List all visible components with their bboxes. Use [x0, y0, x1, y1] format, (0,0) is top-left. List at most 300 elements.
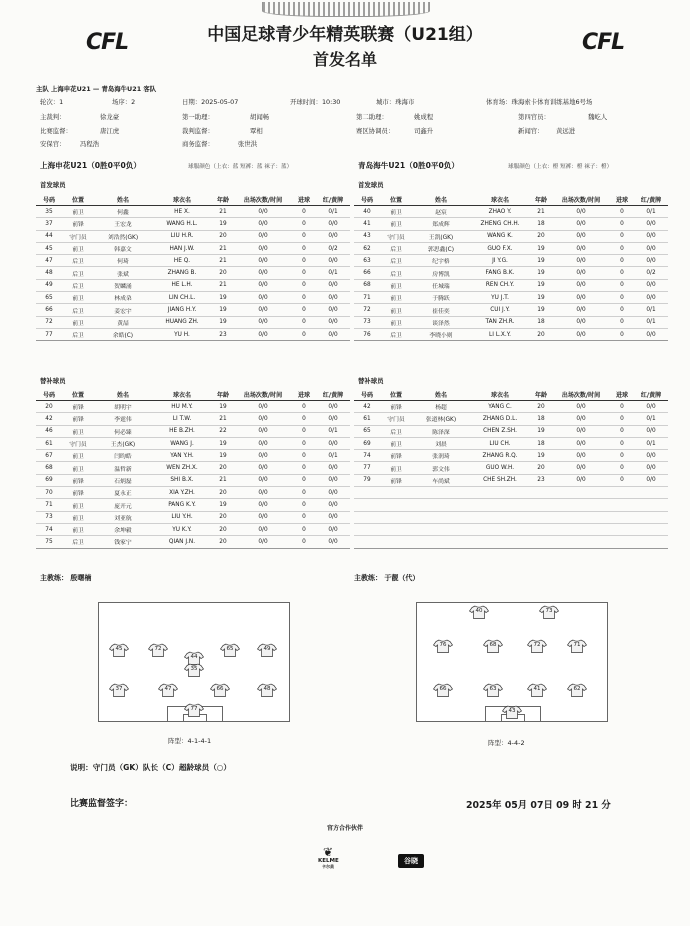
table-cell: 0/0	[552, 292, 610, 304]
player-shirt-icon	[109, 643, 129, 657]
player-shirt-icon	[527, 639, 547, 653]
table-cell: 19	[530, 267, 552, 279]
column-header: 年龄	[212, 389, 234, 401]
table-cell: 0/0	[634, 255, 668, 267]
home-subs-label: 替补球员	[40, 377, 66, 385]
commissioner-label: 比赛监督：	[40, 127, 72, 135]
table-row	[36, 523, 350, 535]
table-cell: 0/1	[316, 450, 350, 462]
table-cell	[552, 523, 610, 535]
shirt-number: 66	[439, 686, 447, 692]
table-cell	[610, 523, 634, 535]
table-cell: 23	[530, 474, 552, 486]
table-cell: 20	[212, 487, 234, 499]
table-cell: LIU CH.	[470, 437, 530, 449]
player-shirt-icon	[433, 639, 453, 653]
table-cell: 74	[36, 523, 62, 535]
table-cell: 温哲新	[94, 462, 152, 474]
table-cell: 后卫	[62, 536, 94, 548]
table-cell	[412, 499, 470, 511]
column-header: 球衣名	[470, 389, 530, 401]
table-cell	[354, 487, 380, 499]
table-row	[354, 401, 668, 413]
shirt-number: 49	[263, 646, 271, 652]
table-cell: 谈泽然	[412, 316, 470, 328]
table-cell: 0	[292, 304, 316, 316]
table-cell: 0/0	[234, 206, 292, 218]
table-cell: 胡明宇	[94, 401, 152, 413]
table-cell: 0/1	[316, 267, 350, 279]
table-cell: 61	[354, 413, 380, 425]
column-header: 红/黄牌	[634, 194, 668, 206]
shirt-number: 35	[190, 666, 198, 672]
table-cell: 0/0	[234, 437, 292, 449]
table-row	[354, 255, 668, 267]
table-cell: 后卫	[380, 242, 412, 254]
table-row	[36, 474, 350, 486]
table-cell: 0	[610, 218, 634, 230]
table-cell: 守门员	[62, 230, 94, 242]
table-cell	[634, 511, 668, 523]
table-cell	[552, 511, 610, 523]
table-row	[36, 413, 350, 425]
table-cell: 0	[610, 230, 634, 242]
table-cell: 0	[292, 499, 316, 511]
sponsor-logo: 谷晓	[398, 854, 424, 868]
page-subtitle: 首发名单	[312, 50, 377, 69]
shirt-number: 76	[439, 642, 447, 648]
table-cell: 刘晨	[412, 437, 470, 449]
table-cell: 0	[292, 255, 316, 267]
table-cell: ZHANG D.L.	[470, 413, 530, 425]
table-cell: 前锋	[62, 487, 94, 499]
table-cell: 20	[212, 536, 234, 548]
table-row	[36, 242, 350, 254]
table-row	[354, 499, 668, 511]
table-cell: 郑成辉	[412, 218, 470, 230]
table-cell: GUO F.X.	[470, 242, 530, 254]
table-cell: 0/0	[634, 218, 668, 230]
table-cell	[380, 536, 412, 548]
table-cell: 前卫	[62, 425, 94, 437]
table-cell: 0	[292, 316, 316, 328]
table-cell: 71	[36, 499, 62, 511]
table-cell: 后卫	[380, 328, 412, 340]
table-cell: 前卫	[62, 242, 94, 254]
table-cell: 45	[36, 242, 62, 254]
home-formation-pitch	[98, 602, 290, 722]
shirt-number: 65	[226, 646, 234, 652]
table-cell: 20	[212, 462, 234, 474]
fourth-official-name: 魏屹人	[588, 113, 608, 121]
commissioner-signature-label: 比赛监督签字：	[70, 799, 134, 809]
referee-name: 徐龙豪	[100, 113, 120, 121]
table-cell: 0	[610, 437, 634, 449]
table-cell: 0/0	[634, 230, 668, 242]
table-cell: 19	[212, 316, 234, 328]
column-header: 球衣名	[152, 194, 212, 206]
table-cell: 0/0	[634, 425, 668, 437]
table-cell: 纪宇格	[412, 255, 470, 267]
table-row	[354, 292, 668, 304]
table-cell: 0/0	[552, 218, 610, 230]
table-cell: 0/0	[552, 279, 610, 291]
kelme-subtext: 卡尔美	[322, 864, 334, 869]
column-header: 号码	[36, 194, 62, 206]
fourth-official-label: 第四官员：	[518, 113, 550, 121]
column-header: 位置	[380, 389, 412, 401]
table-cell	[530, 536, 552, 548]
table-cell: 70	[36, 487, 62, 499]
table-cell: 0/1	[634, 316, 668, 328]
table-cell: WANG H.L.	[152, 218, 212, 230]
away-formation: 阵型：4-4-2	[488, 739, 525, 747]
table-cell: WEN ZH.X.	[152, 462, 212, 474]
table-row	[354, 523, 668, 535]
table-row	[36, 511, 350, 523]
table-cell: 0/0	[316, 230, 350, 242]
table-cell: 钱家宁	[94, 536, 152, 548]
table-cell: 前锋	[62, 413, 94, 425]
table-cell: 21	[212, 279, 234, 291]
table-cell: 0/0	[634, 279, 668, 291]
table-row	[354, 487, 668, 499]
table-cell: 65	[354, 425, 380, 437]
kelme-paw-icon: ❦	[322, 845, 334, 859]
column-header: 红/黄牌	[634, 389, 668, 401]
table-cell: 19	[212, 401, 234, 413]
shirt-number: 48	[263, 686, 271, 692]
table-row	[36, 425, 350, 437]
ref-assessor-label: 裁判监督：	[182, 127, 214, 135]
table-cell: HE L.H.	[152, 279, 212, 291]
player-shirt-icon	[433, 683, 453, 697]
table-cell: 0/0	[634, 401, 668, 413]
table-cell: 任城瑞	[412, 279, 470, 291]
table-cell: 42	[354, 401, 380, 413]
table-cell: 0/0	[234, 230, 292, 242]
table-cell: 0	[610, 279, 634, 291]
table-cell: 郭文伟	[412, 462, 470, 474]
away-kit-colors: 球服颜色（上衣：橙 短裤：橙 袜子：橙）	[508, 164, 613, 170]
table-cell: 18	[530, 316, 552, 328]
column-header: 姓名	[94, 194, 152, 206]
player-shirt-icon	[483, 639, 503, 653]
table-row	[36, 450, 350, 462]
table-cell: 0/0	[234, 511, 292, 523]
table-cell: 46	[36, 425, 62, 437]
commissioner-name: 唐江虎	[100, 127, 120, 135]
table-cell	[354, 523, 380, 535]
table-cell: 35	[36, 206, 62, 218]
table-cell: 0	[610, 328, 634, 340]
table-cell	[380, 487, 412, 499]
table-cell: 何琦	[94, 255, 152, 267]
column-header: 进球	[292, 389, 316, 401]
column-header: 出场次数/时间	[234, 389, 292, 401]
table-cell: 0	[610, 413, 634, 425]
table-row	[36, 255, 350, 267]
table-cell: 前锋	[62, 218, 94, 230]
column-header: 进球	[292, 194, 316, 206]
table-cell: XIA Y.ZH.	[152, 487, 212, 499]
table-cell	[552, 487, 610, 499]
table-cell: 后卫	[380, 425, 412, 437]
table-cell: 0	[610, 304, 634, 316]
table-cell: ZHANG B.	[152, 267, 212, 279]
table-cell: HE B.ZH.	[152, 425, 212, 437]
table-cell: 前卫	[380, 279, 412, 291]
shirt-number: 71	[573, 642, 581, 648]
table-cell: 72	[354, 304, 380, 316]
table-cell: 0/0	[552, 413, 610, 425]
match-number: 场序：2	[112, 98, 136, 106]
table-cell: 后卫	[62, 328, 94, 340]
table-cell: 19	[530, 279, 552, 291]
table-cell: 20	[530, 230, 552, 242]
legend-note: 说明：守门员（GK）队长（C）超龄球员（○）	[70, 763, 232, 772]
table-cell: 0/0	[234, 304, 292, 316]
table-cell	[530, 499, 552, 511]
table-cell: 0/0	[234, 218, 292, 230]
table-cell: ZHENG CH.H.	[470, 218, 530, 230]
table-cell: 20	[530, 401, 552, 413]
table-cell: 0/0	[552, 437, 610, 449]
table-cell: CUI J.Y.	[470, 304, 530, 316]
table-cell: WANG K.	[470, 230, 530, 242]
table-cell: 余皓(C)	[94, 328, 152, 340]
kelme-logo	[318, 846, 338, 870]
table-row	[354, 242, 668, 254]
table-cell: YANG C.	[470, 401, 530, 413]
table-cell: 0/0	[552, 450, 610, 462]
table-cell	[530, 523, 552, 535]
table-cell	[470, 499, 530, 511]
shirt-number: 40	[475, 608, 483, 614]
table-cell: 20	[212, 230, 234, 242]
table-cell: 0	[610, 267, 634, 279]
away-formation-pitch	[416, 602, 608, 722]
kelme-text: KELME	[318, 858, 339, 864]
table-row	[36, 279, 350, 291]
table-cell: 0	[292, 425, 316, 437]
table-cell: 0/1	[634, 206, 668, 218]
commercial-name: 张世洪	[238, 140, 258, 148]
table-cell: 张斌	[94, 267, 152, 279]
table-row	[354, 279, 668, 291]
table-cell: JIANG H.Y.	[152, 304, 212, 316]
table-cell: PANG K.Y.	[152, 499, 212, 511]
table-cell: YAN Y.H.	[152, 450, 212, 462]
away-coach: 主教练： 于靓（代）	[354, 574, 420, 582]
table-cell: 郭思鑫(C)	[412, 242, 470, 254]
column-header: 球衣名	[470, 194, 530, 206]
table-cell: 0/0	[234, 462, 292, 474]
security-label: 安保官：	[40, 140, 66, 148]
table-cell: 0	[292, 523, 316, 535]
home-starters-table	[36, 194, 350, 341]
table-cell	[552, 499, 610, 511]
table-cell: 21	[212, 255, 234, 267]
player-shirt-icon	[567, 639, 587, 653]
table-cell: 张道林(GK)	[412, 413, 470, 425]
table-row	[354, 230, 668, 242]
table-cell	[380, 523, 412, 535]
table-cell	[470, 487, 530, 499]
table-cell: 庞开元	[94, 499, 152, 511]
table-cell: 守门员	[380, 230, 412, 242]
table-row	[354, 304, 668, 316]
table-cell: 0/0	[234, 292, 292, 304]
away-starters-label: 首发球员	[358, 181, 384, 189]
table-cell: 石炳磊	[94, 474, 152, 486]
table-cell: 49	[36, 279, 62, 291]
table-cell: 前卫	[380, 218, 412, 230]
table-cell: 0/0	[234, 425, 292, 437]
emblem-banner	[262, 2, 430, 17]
table-cell: 0	[292, 511, 316, 523]
table-row	[354, 536, 668, 548]
table-cell	[380, 511, 412, 523]
table-cell: 0	[292, 230, 316, 242]
table-cell: 77	[36, 328, 62, 340]
table-cell: 20	[212, 523, 234, 535]
table-row	[354, 437, 668, 449]
table-cell: 后卫	[62, 255, 94, 267]
table-cell: 41	[354, 218, 380, 230]
table-cell: 王宏龙	[94, 218, 152, 230]
table-cell: 19	[530, 304, 552, 316]
table-cell: 19	[212, 450, 234, 462]
column-header: 姓名	[412, 194, 470, 206]
table-cell: 姜宏宇	[94, 304, 152, 316]
teams-line: 主队 上海申花U21 — 青岛海牛U21 客队	[36, 85, 157, 93]
table-cell	[412, 523, 470, 535]
table-cell: 20	[530, 328, 552, 340]
player-shirt-icon	[184, 663, 204, 677]
table-cell	[530, 487, 552, 499]
table-row	[36, 462, 350, 474]
shirt-number: 41	[533, 686, 541, 692]
table-cell: 0	[292, 474, 316, 486]
table-cell: 62	[354, 242, 380, 254]
table-cell: WANG J.	[152, 437, 212, 449]
table-cell: 67	[36, 450, 62, 462]
table-cell: 前锋	[380, 474, 412, 486]
shirt-number: 72	[533, 642, 541, 648]
table-cell: 0	[292, 267, 316, 279]
table-cell: 19	[530, 255, 552, 267]
player-shirt-icon	[539, 605, 559, 619]
player-shirt-icon	[220, 643, 240, 657]
table-cell: 19	[530, 450, 552, 462]
table-cell: 后卫	[62, 267, 94, 279]
column-header: 号码	[354, 194, 380, 206]
table-cell: 0	[610, 425, 634, 437]
home-team-header: 上海申花U21（0胜0平0负）	[40, 161, 141, 170]
table-cell: 19	[212, 218, 234, 230]
table-cell: 0	[292, 487, 316, 499]
table-cell: 0/0	[234, 487, 292, 499]
signature-datetime: 2025年 05月 07日 09 时 21 分	[466, 800, 611, 811]
player-shirt-icon	[210, 683, 230, 697]
player-shirt-icon	[527, 683, 547, 697]
table-cell: 0/0	[316, 523, 350, 535]
table-cell: 0/0	[316, 499, 350, 511]
table-cell: 0/0	[552, 267, 610, 279]
table-cell: 20	[530, 462, 552, 474]
player-shirt-icon	[148, 643, 168, 657]
table-cell: 前卫	[62, 523, 94, 535]
table-cell: 40	[354, 206, 380, 218]
table-cell	[470, 536, 530, 548]
column-header: 姓名	[412, 389, 470, 401]
table-cell: 21	[212, 242, 234, 254]
table-cell: 0/0	[552, 316, 610, 328]
table-cell: 75	[36, 536, 62, 548]
table-cell: 0/0	[316, 328, 350, 340]
table-cell: 何鑫	[94, 206, 152, 218]
ar2-name: 姚成程	[414, 113, 434, 121]
column-header: 年龄	[530, 389, 552, 401]
away-subs-label: 替补球员	[358, 377, 384, 385]
table-cell: LI T.W.	[152, 413, 212, 425]
table-cell: 19	[530, 425, 552, 437]
column-header: 位置	[380, 194, 412, 206]
table-cell: 0/0	[234, 499, 292, 511]
table-row	[354, 218, 668, 230]
table-cell: 韩嘉文	[94, 242, 152, 254]
table-cell: 0	[610, 242, 634, 254]
table-cell: 0/0	[552, 425, 610, 437]
table-cell: 37	[36, 218, 62, 230]
column-header: 姓名	[94, 389, 152, 401]
table-cell: 0	[610, 474, 634, 486]
table-cell: 0	[610, 255, 634, 267]
table-cell: 19	[212, 499, 234, 511]
player-shirt-icon	[109, 683, 129, 697]
table-cell: ZHANG R.Q.	[470, 450, 530, 462]
column-header: 进球	[610, 389, 634, 401]
table-cell: 0/0	[234, 536, 292, 548]
table-cell: CHE SH.ZH.	[470, 474, 530, 486]
away-starters-table	[354, 194, 668, 341]
table-cell: QIAN J.N.	[152, 536, 212, 548]
table-cell: 68	[354, 279, 380, 291]
table-row	[36, 230, 350, 242]
table-cell: 前锋	[62, 401, 94, 413]
referee-label: 主裁判：	[40, 113, 66, 121]
table-cell: HE Q.	[152, 255, 212, 267]
table-cell: 前卫	[62, 450, 94, 462]
kickoff-time: 开球时间：10:30	[290, 98, 341, 106]
table-cell	[634, 499, 668, 511]
security-name: 冯程浩	[80, 140, 100, 148]
table-cell: 0/0	[316, 316, 350, 328]
table-row	[36, 401, 350, 413]
table-row	[354, 316, 668, 328]
table-cell: 前锋	[380, 450, 412, 462]
match-date: 日期：2025-05-07	[182, 98, 239, 106]
table-cell: 0	[610, 450, 634, 462]
table-cell: 21	[530, 206, 552, 218]
table-cell: 0/1	[316, 425, 350, 437]
table-row	[36, 267, 350, 279]
table-cell: 前卫	[380, 437, 412, 449]
table-cell: 前卫	[62, 206, 94, 218]
table-cell: JI Y.G.	[470, 255, 530, 267]
table-cell: 后卫	[62, 279, 94, 291]
